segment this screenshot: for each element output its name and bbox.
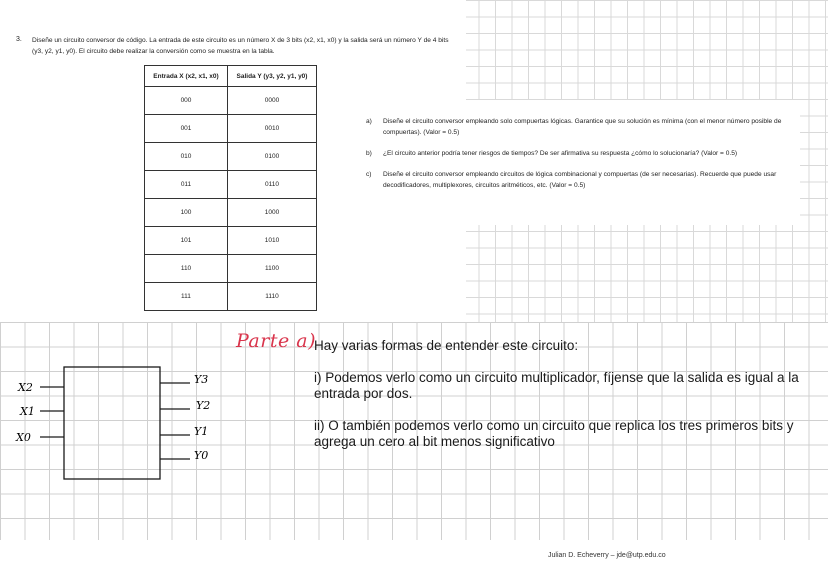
- output-cell: 1010: [228, 227, 317, 255]
- option-label: b): [366, 150, 372, 157]
- input-cell: 111: [145, 283, 228, 311]
- input-cell: 011: [145, 171, 228, 199]
- table-row: [145, 115, 317, 143]
- option-label: a): [366, 118, 372, 125]
- table-row: [145, 199, 317, 227]
- note-line-1: Hay varias formas de entender este circuito:: [314, 338, 579, 353]
- option-text: Diseñe el circuito conversor empleando circuitos de lógica combinacional y compuertas (de ser necesarias). Recuerde que puede usar decodificadores, multiplexores, circuitos aritméticos, etc. (Valor = 0.5): [383, 171, 777, 189]
- output-label-y2: Y2: [196, 399, 211, 412]
- output-label-y3: Y3: [194, 373, 209, 386]
- input-cell: 001: [145, 115, 228, 143]
- block-diagram: [0, 355, 240, 485]
- input-cell: 010: [145, 143, 228, 171]
- question-text: Diseñe un circuito conversor de código. La entrada de este circuito es un número X de 3 bits (x2, x1, x0) y la salida será un número Y de 4 bits (y3, y2, y1, y0). El circuito debe realizar la conversión como se muestra en la tabla.: [32, 37, 449, 55]
- option-b: [366, 148, 798, 159]
- circuit-block: [64, 367, 160, 479]
- output-label-y1: Y1: [194, 425, 209, 438]
- option-text: ¿El circuito anterior podría tener riesgos de tiempos? De ser afirmativa su respuesta ¿cómo lo solucionaría? (Valor = 0.5): [383, 150, 738, 157]
- option-label: c): [366, 171, 372, 178]
- header-output: Salida Y (y3, y2, y1, y0): [228, 66, 317, 87]
- output-cell: 1110: [228, 283, 317, 311]
- table-row: [145, 171, 317, 199]
- option-c: [366, 169, 798, 191]
- input-cell: 100: [145, 199, 228, 227]
- table-row: [145, 143, 317, 171]
- output-cell: 0010: [228, 115, 317, 143]
- input-label-x2: X2: [18, 381, 33, 394]
- input-cell: 000: [145, 87, 228, 115]
- output-cell: 0100: [228, 143, 317, 171]
- output-cell: 0110: [228, 171, 317, 199]
- table-row: [145, 255, 317, 283]
- footer-author: Julian D. Echeverry – jde@utp.edu.co: [548, 552, 666, 559]
- truth-table: [144, 65, 317, 311]
- question-number: 3.: [16, 36, 22, 43]
- output-cell: 0000: [228, 87, 317, 115]
- table-row: [145, 227, 317, 255]
- input-label-x1: X1: [20, 405, 35, 418]
- output-cell: 1100: [228, 255, 317, 283]
- input-cell: 110: [145, 255, 228, 283]
- output-cell: 1000: [228, 199, 317, 227]
- table-row: [145, 283, 317, 311]
- option-a: [366, 116, 798, 138]
- note-line-2: i) Podemos verlo como un circuito multiplicador, fíjense que la salida es igual a la entrada por dos.: [314, 370, 799, 401]
- input-label-x0: X0: [16, 431, 31, 444]
- header-input: Entrada X (x2, x1, x0): [145, 66, 228, 87]
- options-list: [366, 116, 798, 201]
- note-line-3: ii) O también podemos verlo como un circuito que replica los tres primeros bits y agrega un cero al bit menos significativo: [314, 418, 794, 449]
- table-row: [145, 87, 317, 115]
- footer-strip: [0, 540, 828, 573]
- parte-a-label: Parte a): [236, 330, 316, 352]
- table-header-row: [145, 66, 317, 87]
- option-text: Diseñe el circuito conversor empleando solo compuertas lógicas. Garantice que su solución es mínima (con el menor número posible de compuertas). (Valor = 0.5): [383, 118, 782, 136]
- input-cell: 101: [145, 227, 228, 255]
- output-label-y0: Y0: [194, 449, 209, 462]
